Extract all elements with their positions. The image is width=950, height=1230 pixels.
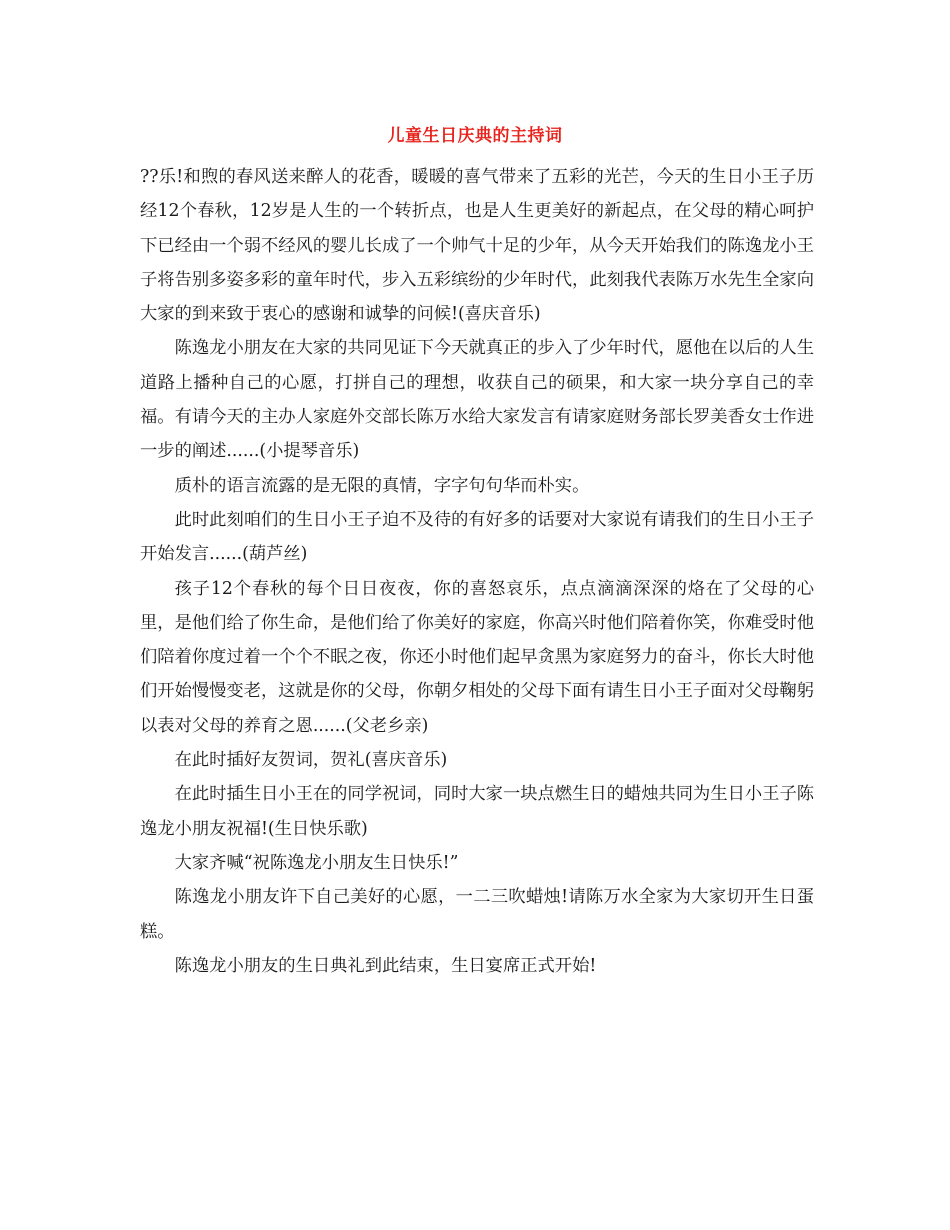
paragraph: 陈逸龙小朋友在大家的共同见证下今天就真正的步入了少年时代，愿他在以后的人生道路上播种自己的心愿，打拼自己的理想，收获自己的硕果，和大家一块分享自己的幸福。有请今天的主办人家庭外交部长陈万水给大家发言有请家庭财务部长罗美香女士作进一步的阐述......(小提琴音乐) (140, 338, 815, 462)
paragraph: 大家齐喊“祝陈逸龙小朋友生日快乐!” (174, 852, 459, 873)
paragraph: ??乐!和煦的春风送来醉人的花香，暖暖的喜气带来了五彩的光芒，今天的生日小王子历经12个春秋，12岁是人生的一个转折点，也是人生更美好的新起点，在父母的精心呵护下已经由一个弱不经风的婴儿长成了一个帅气十足的少年，从今天开始我们的陈逸龙小王子将告别多姿多彩的童年时代，步入五彩缤纷的少年时代，此刻我代表陈万水先生全家向大家的到来致于衷心的感谢和诚挚的问候!(喜庆音乐) (140, 167, 814, 325)
paragraph: 陈逸龙小朋友的生日典礼到此结束，生日宴席正式开始! (174, 955, 597, 976)
document-title: 儿童生日庆典的主持词 (387, 126, 563, 146)
paragraph: 质朴的语言流露的是无限的真情，字字句句华而朴实。 (174, 475, 590, 496)
paragraph: 在此时插生日小王在的同学祝词，同时大家一块点燃生日的蜡烛共同为生日小王子陈逸龙小朋友祝福!(生日快乐歌) (140, 784, 815, 839)
paragraph: 孩子12个春秋的每个日日夜夜，你的喜怒哀乐，点点滴滴深深的烙在了父母的心里，是他们给了你生命，是他们给了你美好的家庭，你高兴时他们陪着你笑，你难受时他们陪着你度过着一个个不眠之夜，你还小时他们起早贪黑为家庭努力的奋斗，你长大时他们开始慢慢变老，这就是你的父母，你朝夕相处的父母下面有请生日小王子面对父母鞠躬以表对父母的养育之恩......(父老乡亲) (140, 578, 814, 736)
paragraph: 此时此刻咱们的生日小王子迫不及待的有好多的话要对大家说有请我们的生日小王子开始发言......(葫芦丝) (140, 509, 815, 565)
paragraph: 在此时插好友贺词，贺礼(喜庆音乐) (174, 750, 448, 771)
paragraph: 陈逸龙小朋友许下自己美好的心愿，一二三吹蜡烛!请陈万水全家为大家切开生日蛋糕。 (140, 887, 814, 942)
document-body (140, 160, 814, 983)
